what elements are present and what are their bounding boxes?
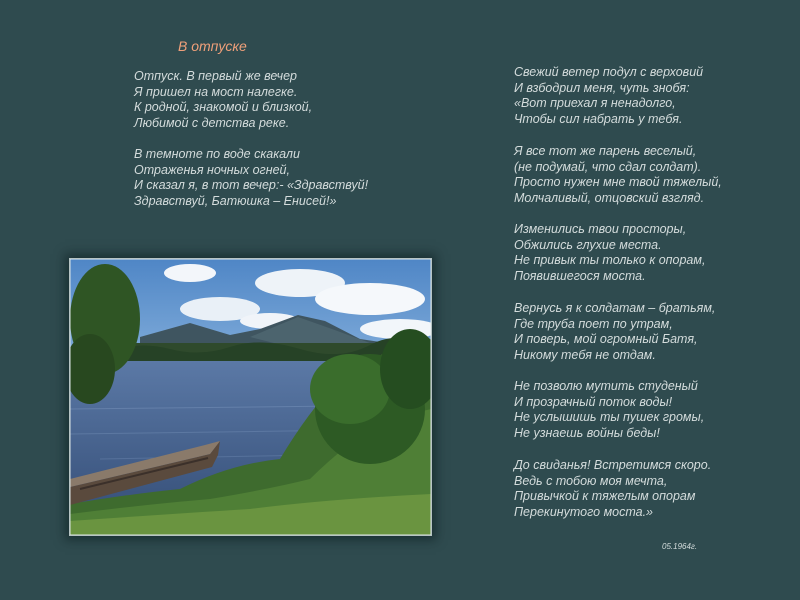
poem-line: И сказал я, в тот вечер:- «Здравствуй!	[134, 178, 369, 193]
poem-line: Просто нужен мне твой тяжелый,	[514, 175, 722, 190]
stanza	[134, 69, 312, 131]
poem-line: Ведь с тобою моя мечта,	[514, 473, 668, 488]
poem-line: Не позволю мутить студеный	[514, 379, 698, 393]
poem-date: 05.1964г.	[662, 542, 698, 551]
poem-line: Не услышишь ты пушек громы,	[514, 410, 705, 425]
poem-line: Никому тебя не отдам.	[514, 347, 656, 362]
poem-line: Я пришел на мост налегке.	[134, 84, 298, 99]
poem-line: И прозрачный поток воды!	[514, 394, 673, 409]
poem-line: Привычкой к тяжелым опорам	[514, 489, 696, 504]
river-landscape-photo	[69, 258, 432, 536]
stanza	[514, 301, 715, 363]
poem-line: Молчаливый, отцовский взгляд.	[514, 190, 705, 205]
poem-line: Чтобы сил набрать у тебя.	[514, 111, 683, 126]
poem-line: И поверь, мой огромный Батя,	[514, 332, 698, 347]
stanza	[514, 379, 704, 441]
poem-line: Не узнаешь войны беды!	[514, 425, 660, 440]
poem-line: Отраженья ночных огней,	[134, 162, 290, 177]
poem-line: Свежий ветер подул с верховий	[514, 65, 704, 79]
poem-line: Перекинутого моста.»	[514, 504, 653, 519]
poem-line: Где труба поет по утрам,	[514, 316, 673, 331]
stanza	[514, 144, 722, 206]
stanza	[514, 65, 703, 127]
poem-line: В темноте по воде скакали	[134, 147, 300, 161]
poem-line: Отпуск. В первый же вечер	[134, 69, 298, 83]
poem-line: Я все тот же парень веселый,	[514, 144, 697, 158]
poem-line: Вернусь я к солдатам – братьям,	[514, 301, 716, 315]
poem-line: Обжились глухие места.	[514, 237, 662, 252]
poem-line: До свиданья! Встретимся скоро.	[514, 458, 712, 472]
poem-line: Здравствуй, Батюшка – Енисей!»	[134, 193, 337, 208]
poem-line: Появившегося моста.	[514, 268, 646, 283]
poem-line: И взбодрил меня, чуть знобя:	[514, 80, 690, 95]
stanza	[514, 222, 705, 284]
poem-line: Любимой с детства реке.	[134, 115, 290, 130]
poem-line: (не подумай, что сдал солдат).	[514, 159, 702, 174]
poem-line: «Вот приехал я ненадолго,	[514, 96, 676, 111]
poem-line: Изменились твои просторы,	[514, 222, 687, 236]
stanza	[514, 458, 711, 520]
stanza	[134, 147, 368, 209]
poem-line: К родной, знакомой и близкой,	[134, 100, 313, 115]
poem-line: Не привык ты только к опорам,	[514, 253, 706, 268]
poem-title: В отпуске	[178, 38, 247, 54]
